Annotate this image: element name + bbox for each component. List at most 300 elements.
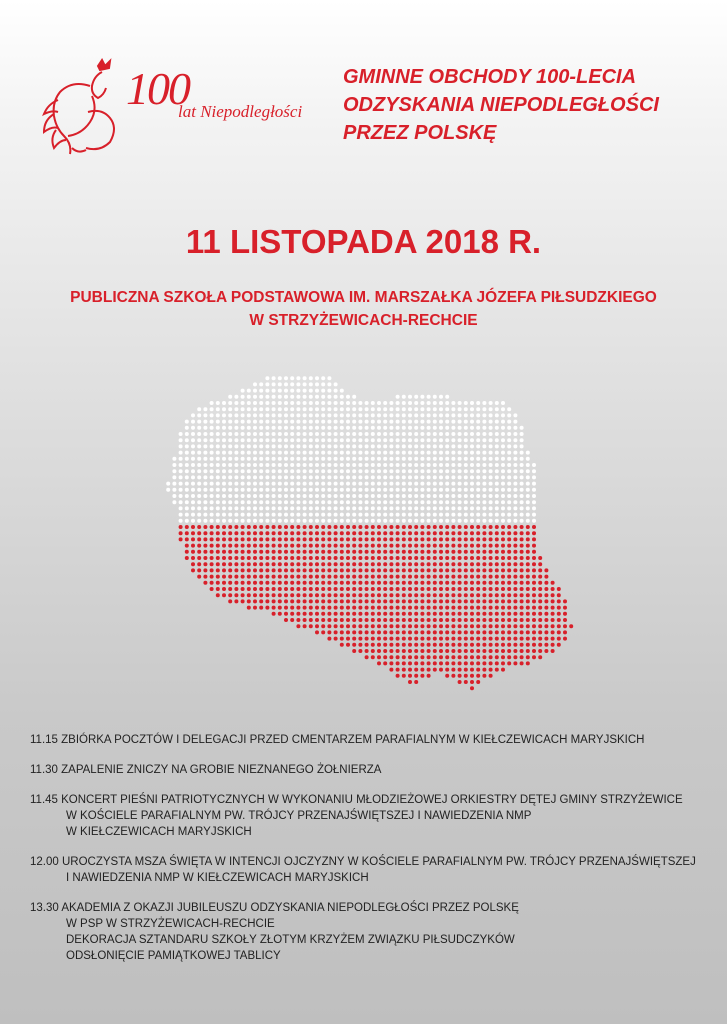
map-dot xyxy=(551,593,555,597)
map-dot xyxy=(427,668,431,672)
map-dot xyxy=(241,500,245,504)
map-dot xyxy=(513,655,517,659)
map-dot xyxy=(228,556,232,560)
map-dot xyxy=(197,432,201,436)
map-dot xyxy=(538,593,542,597)
map-dot xyxy=(526,488,530,492)
map-dot xyxy=(377,482,381,486)
map-dot xyxy=(309,432,313,436)
map-dot xyxy=(383,587,387,591)
map-dot xyxy=(439,606,443,610)
map-dot xyxy=(402,668,406,672)
map-dot xyxy=(501,575,505,579)
map-dot xyxy=(420,544,424,548)
map-dot xyxy=(321,382,325,386)
map-dot xyxy=(420,674,424,678)
map-dot xyxy=(482,525,486,529)
map-dot xyxy=(296,568,300,572)
map-dot xyxy=(321,575,325,579)
map-dot xyxy=(513,643,517,647)
map-dot xyxy=(414,587,418,591)
map-dot xyxy=(272,587,276,591)
map-dot xyxy=(303,407,307,411)
map-dot xyxy=(495,469,499,473)
map-dot xyxy=(309,587,313,591)
map-dot xyxy=(445,674,449,678)
map-dot xyxy=(346,482,350,486)
map-dot xyxy=(476,463,480,467)
map-dot xyxy=(334,482,338,486)
map-dot xyxy=(241,525,245,529)
map-dot xyxy=(309,593,313,597)
map-dot xyxy=(445,599,449,603)
program-item-first-line xyxy=(30,900,720,916)
map-dot xyxy=(396,451,400,455)
map-dot xyxy=(489,438,493,442)
map-dot xyxy=(309,469,313,473)
map-dot xyxy=(526,562,530,566)
map-dot xyxy=(513,661,517,665)
map-dot xyxy=(476,500,480,504)
map-dot xyxy=(445,475,449,479)
map-dot xyxy=(197,531,201,535)
map-dot xyxy=(451,568,455,572)
map-dot xyxy=(296,500,300,504)
map-dot xyxy=(396,420,400,424)
map-dot xyxy=(346,438,350,442)
map-dot xyxy=(197,513,201,517)
map-dot xyxy=(253,537,257,541)
map-dot xyxy=(408,544,412,548)
map-dot xyxy=(309,519,313,523)
map-dot xyxy=(191,525,195,529)
map-dot xyxy=(544,612,548,616)
map-dot xyxy=(420,488,424,492)
map-dot xyxy=(389,506,393,510)
map-dot xyxy=(197,562,201,566)
map-dot xyxy=(495,649,499,653)
map-dot xyxy=(191,500,195,504)
map-dot xyxy=(507,438,511,442)
map-dot xyxy=(284,395,288,399)
map-dot xyxy=(284,612,288,616)
map-dot xyxy=(408,482,412,486)
map-dot xyxy=(495,599,499,603)
map-dot xyxy=(489,637,493,641)
map-dot xyxy=(507,494,511,498)
map-dot xyxy=(296,599,300,603)
map-dot xyxy=(272,531,276,535)
program-item-first-line xyxy=(30,792,720,808)
map-dot xyxy=(458,661,462,665)
map-dot xyxy=(464,488,468,492)
map-dot xyxy=(408,469,412,473)
map-dot xyxy=(216,556,220,560)
map-dot xyxy=(259,525,263,529)
map-dot xyxy=(234,537,238,541)
map-dot xyxy=(334,618,338,622)
map-dot xyxy=(340,401,344,405)
map-dot xyxy=(309,537,313,541)
map-dot xyxy=(520,643,524,647)
map-dot xyxy=(210,494,214,498)
map-dot xyxy=(296,451,300,455)
map-dot xyxy=(265,550,269,554)
map-dot xyxy=(334,488,338,492)
map-dot xyxy=(451,612,455,616)
map-dot xyxy=(346,531,350,535)
map-dot xyxy=(451,407,455,411)
map-dot xyxy=(197,426,201,430)
map-dot xyxy=(470,488,474,492)
map-dot xyxy=(532,550,536,554)
map-dot xyxy=(507,432,511,436)
heading-line: PRZEZ POLSKĘ xyxy=(343,122,497,144)
map-dot xyxy=(315,488,319,492)
map-dot xyxy=(284,513,288,517)
map-dot xyxy=(433,568,437,572)
map-dot xyxy=(309,624,313,628)
logo-number: 100 xyxy=(126,63,189,114)
map-dot xyxy=(476,661,480,665)
map-dot xyxy=(526,451,530,455)
map-dot xyxy=(482,401,486,405)
map-dot xyxy=(489,562,493,566)
map-dot xyxy=(216,426,220,430)
map-dot xyxy=(389,599,393,603)
map-dot xyxy=(278,500,282,504)
map-dot xyxy=(538,581,542,585)
map-dot xyxy=(309,420,313,424)
map-dot xyxy=(538,606,542,610)
map-dot xyxy=(234,513,238,517)
map-dot xyxy=(427,643,431,647)
map-dot xyxy=(334,451,338,455)
map-dot xyxy=(482,661,486,665)
map-dot xyxy=(234,475,238,479)
map-dot xyxy=(284,413,288,417)
map-dot xyxy=(433,407,437,411)
map-dot xyxy=(278,475,282,479)
map-dot xyxy=(458,407,462,411)
map-dot xyxy=(501,482,505,486)
map-dot xyxy=(451,531,455,535)
map-dot xyxy=(352,482,356,486)
map-dot xyxy=(520,593,524,597)
map-dot xyxy=(210,438,214,442)
map-dot xyxy=(203,438,207,442)
map-dot xyxy=(303,537,307,541)
map-dot xyxy=(358,525,362,529)
map-dot xyxy=(501,643,505,647)
map-dot xyxy=(513,494,517,498)
map-dot xyxy=(470,649,474,653)
map-dot xyxy=(501,494,505,498)
map-dot xyxy=(365,407,369,411)
map-dot xyxy=(365,575,369,579)
map-dot xyxy=(520,432,524,436)
map-dot xyxy=(222,475,226,479)
map-dot xyxy=(476,482,480,486)
map-dot xyxy=(526,649,530,653)
map-dot xyxy=(352,426,356,430)
map-dot xyxy=(427,562,431,566)
map-dot xyxy=(278,599,282,603)
map-dot xyxy=(346,432,350,436)
map-dot xyxy=(420,444,424,448)
map-dot xyxy=(544,581,548,585)
map-dot xyxy=(414,593,418,597)
map-dot xyxy=(203,426,207,430)
map-dot xyxy=(315,618,319,622)
map-dot xyxy=(185,506,189,510)
map-dot xyxy=(365,506,369,510)
map-dot xyxy=(241,420,245,424)
map-dot xyxy=(470,568,474,572)
map-dot xyxy=(303,618,307,622)
map-dot xyxy=(228,407,232,411)
map-dot xyxy=(445,407,449,411)
map-dot xyxy=(470,599,474,603)
map-dot xyxy=(501,661,505,665)
map-dot xyxy=(377,575,381,579)
map-dot xyxy=(439,649,443,653)
map-dot xyxy=(210,519,214,523)
map-dot xyxy=(439,661,443,665)
map-dot xyxy=(272,469,276,473)
map-dot xyxy=(451,519,455,523)
map-dot xyxy=(334,599,338,603)
map-dot xyxy=(315,426,319,430)
map-dot xyxy=(470,531,474,535)
map-dot xyxy=(396,401,400,405)
map-dot xyxy=(408,680,412,684)
map-dot xyxy=(272,556,276,560)
map-dot xyxy=(532,482,536,486)
map-dot xyxy=(513,550,517,554)
map-dot xyxy=(513,506,517,510)
map-dot xyxy=(538,575,542,579)
map-dot xyxy=(427,599,431,603)
map-dot xyxy=(296,556,300,560)
map-dot xyxy=(420,432,424,436)
map-dot xyxy=(377,451,381,455)
map-dot xyxy=(284,444,288,448)
map-dot xyxy=(172,469,176,473)
map-dot xyxy=(445,643,449,647)
map-dot xyxy=(557,624,561,628)
map-dot xyxy=(402,612,406,616)
map-dot xyxy=(259,432,263,436)
map-dot xyxy=(334,562,338,566)
map-dot xyxy=(334,587,338,591)
map-dot xyxy=(507,544,511,548)
map-dot xyxy=(334,506,338,510)
map-dot xyxy=(321,506,325,510)
map-dot xyxy=(396,606,400,610)
map-dot xyxy=(259,593,263,597)
map-dot xyxy=(278,432,282,436)
map-dot xyxy=(433,469,437,473)
map-dot xyxy=(346,544,350,548)
map-dot xyxy=(433,525,437,529)
map-dot xyxy=(445,506,449,510)
program-item xyxy=(30,900,720,964)
map-dot xyxy=(290,618,294,622)
map-dot xyxy=(520,587,524,591)
map-dot xyxy=(327,531,331,535)
map-dot xyxy=(458,593,462,597)
map-dot xyxy=(476,655,480,659)
map-dot xyxy=(482,537,486,541)
map-dot xyxy=(358,531,362,535)
map-dot xyxy=(420,438,424,442)
map-dot xyxy=(476,599,480,603)
map-dot xyxy=(551,624,555,628)
map-dot xyxy=(253,395,257,399)
map-dot xyxy=(538,612,542,616)
map-dot xyxy=(259,606,263,610)
map-dot xyxy=(383,581,387,585)
map-dot xyxy=(272,612,276,616)
map-dot xyxy=(377,649,381,653)
map-dot xyxy=(476,568,480,572)
map-dot xyxy=(371,581,375,585)
map-dot xyxy=(234,432,238,436)
map-dot xyxy=(427,426,431,430)
map-dot xyxy=(334,500,338,504)
map-dot xyxy=(551,587,555,591)
map-dot xyxy=(247,531,251,535)
map-dot xyxy=(365,475,369,479)
map-dot xyxy=(383,593,387,597)
map-dot xyxy=(241,475,245,479)
map-dot xyxy=(284,401,288,405)
map-dot xyxy=(358,550,362,554)
map-dot xyxy=(414,407,418,411)
map-dot xyxy=(234,482,238,486)
map-dot xyxy=(451,457,455,461)
map-dot xyxy=(427,581,431,585)
map-dot xyxy=(346,575,350,579)
map-dot xyxy=(402,482,406,486)
map-dot xyxy=(241,457,245,461)
program-item-first-line xyxy=(30,762,720,778)
map-dot xyxy=(203,420,207,424)
map-dot xyxy=(383,420,387,424)
map-dot xyxy=(247,587,251,591)
map-dot xyxy=(520,649,524,653)
map-dot xyxy=(396,575,400,579)
map-dot xyxy=(408,525,412,529)
map-dot xyxy=(321,426,325,430)
program-time: 12.00 xyxy=(30,856,62,868)
map-dot xyxy=(458,513,462,517)
map-dot xyxy=(458,432,462,436)
map-dot xyxy=(513,420,517,424)
map-dot xyxy=(309,581,313,585)
map-dot xyxy=(476,413,480,417)
map-dot xyxy=(346,488,350,492)
map-dot xyxy=(402,506,406,510)
map-dot xyxy=(216,519,220,523)
map-dot xyxy=(179,519,183,523)
map-dot xyxy=(513,519,517,523)
map-dot xyxy=(210,426,214,430)
map-dot xyxy=(408,513,412,517)
map-dot xyxy=(476,668,480,672)
map-dot xyxy=(513,606,517,610)
map-dot xyxy=(334,537,338,541)
map-dot xyxy=(253,451,257,455)
map-dot xyxy=(470,674,474,678)
map-dot xyxy=(284,438,288,442)
map-dot xyxy=(377,500,381,504)
map-dot xyxy=(259,562,263,566)
program-item xyxy=(30,854,720,886)
map-dot xyxy=(427,637,431,641)
map-dot xyxy=(216,494,220,498)
map-dot xyxy=(451,606,455,610)
map-dot xyxy=(216,562,220,566)
map-dot xyxy=(303,444,307,448)
map-dot xyxy=(284,587,288,591)
map-dot xyxy=(414,482,418,486)
map-dot xyxy=(253,438,257,442)
map-dot xyxy=(321,488,325,492)
map-dot xyxy=(340,525,344,529)
map-dot xyxy=(489,420,493,424)
map-dot xyxy=(427,494,431,498)
map-dot xyxy=(414,457,418,461)
map-dot xyxy=(303,581,307,585)
map-dot xyxy=(538,637,542,641)
map-dot xyxy=(185,457,189,461)
map-dot xyxy=(253,488,257,492)
map-dot xyxy=(278,482,282,486)
map-dot xyxy=(402,581,406,585)
map-dot xyxy=(340,581,344,585)
map-dot xyxy=(489,482,493,486)
map-dot xyxy=(222,581,226,585)
map-dot xyxy=(464,444,468,448)
map-dot xyxy=(513,581,517,585)
map-dot xyxy=(259,537,263,541)
map-dot xyxy=(396,655,400,659)
map-dot xyxy=(544,637,548,641)
map-dot xyxy=(408,612,412,616)
map-dot xyxy=(389,426,393,430)
map-dot xyxy=(365,457,369,461)
map-dot xyxy=(259,544,263,548)
program-item-line: W PSP W STRZYŻEWICACH-RECHCIE xyxy=(66,918,275,930)
map-dot xyxy=(290,500,294,504)
map-dot xyxy=(272,593,276,597)
map-dot xyxy=(544,643,548,647)
map-dot xyxy=(482,469,486,473)
map-dot xyxy=(538,630,542,634)
map-dot xyxy=(365,494,369,498)
map-dot xyxy=(389,469,393,473)
map-dot xyxy=(513,587,517,591)
map-dot xyxy=(259,556,263,560)
map-dot xyxy=(334,444,338,448)
program-description: AKADEMIA Z OKAZJI JUBILEUSZU ODZYSKANIA NIEPODLEGŁOŚCI PRZEZ POLSKĘ xyxy=(61,902,519,914)
map-dot xyxy=(216,463,220,467)
map-dot xyxy=(482,643,486,647)
map-dot xyxy=(290,587,294,591)
map-dot xyxy=(340,513,344,517)
